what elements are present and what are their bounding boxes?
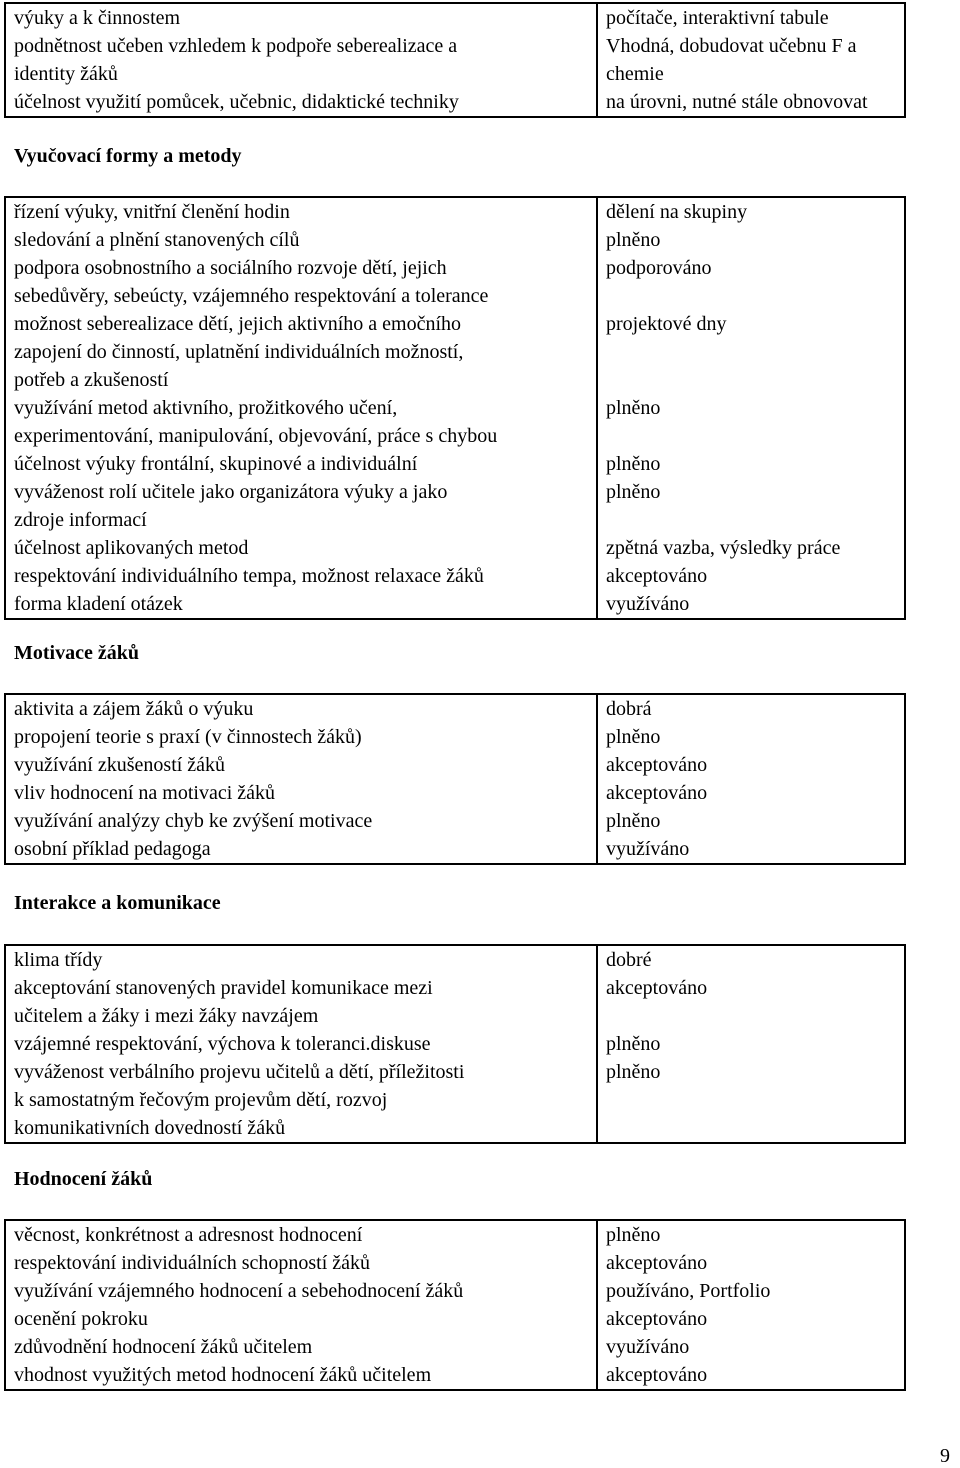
table-cell-line: plněno bbox=[606, 1224, 661, 1246]
table-cell-line: Vhodná, dobudovat učebnu F a bbox=[606, 35, 857, 57]
table-cell-line: vyváženost rolí učitele jako organizátora výuky a jako bbox=[14, 481, 448, 503]
table-cell-line: využívání metod aktivního, prožitkového učení, bbox=[14, 397, 398, 419]
table-cell-line: akceptováno bbox=[606, 754, 708, 776]
table-cell-line: ocenění pokroku bbox=[14, 1308, 148, 1330]
table-cell-line: chemie bbox=[606, 63, 664, 85]
table-motivation bbox=[4, 693, 906, 865]
table-assessment-left bbox=[6, 1221, 598, 1389]
table-interaction bbox=[4, 944, 906, 1144]
table-cell-line: osobní příklad pedagoga bbox=[14, 838, 211, 860]
table-cell-line: plněno bbox=[606, 481, 661, 503]
table-cell-line: plněno bbox=[606, 397, 661, 419]
table-cell-line: podporováno bbox=[606, 257, 712, 279]
table-teaching-methods bbox=[4, 196, 906, 620]
table-cell-line: vyváženost verbálního projevu učitelů a dětí, příležitosti bbox=[14, 1061, 465, 1083]
table-cell-line: identity žáků bbox=[14, 63, 118, 85]
table-cell-line: projektové dny bbox=[606, 313, 727, 335]
table-cell-line: plněno bbox=[606, 726, 661, 748]
table-cell-line: účelnost výuky frontální, skupinové a individuální bbox=[14, 453, 418, 475]
heading-assessment: Hodnocení žáků bbox=[14, 1168, 153, 1190]
table-cell-line: komunikativních dovedností žáků bbox=[14, 1117, 286, 1139]
table-cell-line bbox=[606, 1002, 904, 1030]
table-cell-line: akceptováno bbox=[606, 1308, 708, 1330]
heading-teaching-methods: Vyučovací formy a metody bbox=[14, 145, 242, 167]
heading-motivation: Motivace žáků bbox=[14, 642, 139, 664]
table-equipment bbox=[4, 2, 906, 118]
table-cell-line: používáno, Portfolio bbox=[606, 1280, 771, 1302]
table-cell-line: využíváno bbox=[606, 1336, 690, 1358]
table-cell-line: zdůvodnění hodnocení žáků učitelem bbox=[14, 1336, 313, 1358]
table-cell-line: zdroje informací bbox=[14, 509, 147, 531]
table-cell-line: zapojení do činností, uplatnění individuálních možností, bbox=[14, 341, 464, 363]
table-cell-line: vzájemné respektování, výchova k toleranci.diskuse bbox=[14, 1033, 431, 1055]
table-cell-line bbox=[606, 1114, 904, 1142]
table-cell-line: propojení teorie s praxí (v činnostech žáků) bbox=[14, 726, 362, 748]
table-interaction-right bbox=[598, 946, 904, 1142]
table-cell-line: využívání vzájemného hodnocení a sebehodnocení žáků bbox=[14, 1280, 464, 1302]
table-cell-line bbox=[606, 506, 904, 534]
table-cell-line: plněno bbox=[606, 810, 661, 832]
table-assessment bbox=[4, 1219, 906, 1391]
page-number: 9 bbox=[940, 1445, 950, 1467]
table-cell-line: akceptováno bbox=[606, 1364, 708, 1386]
table-cell-line: na úrovni, nutné stále obnovovat bbox=[606, 91, 868, 113]
table-cell-line: účelnost využití pomůcek, učebnic, didaktické techniky bbox=[14, 91, 459, 113]
table-cell-line: vliv hodnocení na motivaci žáků bbox=[14, 782, 276, 804]
table-cell-line: počítače, interaktivní tabule bbox=[606, 7, 829, 29]
table-cell-line: podpora osobnostního a sociálního rozvoje dětí, jejich bbox=[14, 257, 447, 279]
table-cell-line: sledování a plnění stanovených cílů bbox=[14, 229, 300, 251]
table-cell-line: akceptováno bbox=[606, 782, 708, 804]
table-cell-line: sebedůvěry, sebeúcty, vzájemného respektování a tolerance bbox=[14, 285, 489, 307]
table-cell-line: možnost seberealizace dětí, jejich aktivního a emočního bbox=[14, 313, 462, 335]
table-assessment-right bbox=[598, 1221, 904, 1389]
table-cell-line: plněno bbox=[606, 229, 661, 251]
table-cell-line: respektování individuálních schopností žáků bbox=[14, 1252, 371, 1274]
table-equipment-left bbox=[6, 4, 598, 116]
table-cell-line bbox=[606, 422, 904, 450]
table-cell-line: výuky a k činnostem bbox=[14, 7, 181, 29]
table-cell-line: aktivita a zájem žáků o výuku bbox=[14, 698, 254, 720]
table-cell-line: zpětná vazba, výsledky práce bbox=[606, 537, 841, 559]
table-cell-line: řízení výuky, vnitřní členění hodin bbox=[14, 201, 290, 223]
table-cell-line: dobrá bbox=[606, 698, 652, 720]
table-cell-line: akceptování stanovených pravidel komunikace mezi bbox=[14, 977, 433, 999]
table-cell-line: plněno bbox=[606, 453, 661, 475]
table-teaching-methods-right bbox=[598, 198, 904, 618]
table-cell-line: klima třídy bbox=[14, 949, 103, 971]
table-cell-line: věcnost, konkrétnost a adresnost hodnocení bbox=[14, 1224, 363, 1246]
table-cell-line: učitelem a žáky i mezi žáky navzájem bbox=[14, 1005, 319, 1027]
heading-interaction: Interakce a komunikace bbox=[14, 892, 221, 914]
table-cell-line: dobré bbox=[606, 949, 652, 971]
table-cell-line: využíváno bbox=[606, 593, 690, 615]
table-cell-line: akceptováno bbox=[606, 565, 708, 587]
table-cell-line: potřeb a zkušeností bbox=[14, 369, 169, 391]
table-cell-line: akceptováno bbox=[606, 1252, 708, 1274]
table-cell-line: akceptováno bbox=[606, 977, 708, 999]
table-cell-line: experimentování, manipulování, objevování, práce s chybou bbox=[14, 425, 498, 447]
table-cell-line bbox=[606, 282, 904, 310]
table-cell-line: plněno bbox=[606, 1061, 661, 1083]
table-cell-line: forma kladení otázek bbox=[14, 593, 183, 615]
table-cell-line bbox=[606, 338, 904, 366]
table-cell-line: využívání analýzy chyb ke zvýšení motivace bbox=[14, 810, 373, 832]
table-cell-line bbox=[606, 1086, 904, 1114]
table-cell-line bbox=[606, 366, 904, 394]
table-cell-line: podnětnost učeben vzhledem k podpoře seberealizace a bbox=[14, 35, 458, 57]
table-interaction-left bbox=[6, 946, 598, 1142]
table-cell-line: využívání zkušeností žáků bbox=[14, 754, 226, 776]
table-motivation-left bbox=[6, 695, 598, 863]
table-teaching-methods-left bbox=[6, 198, 598, 618]
table-cell-line: dělení na skupiny bbox=[606, 201, 748, 223]
table-motivation-right bbox=[598, 695, 904, 863]
table-cell-line: respektování individuálního tempa, možnost relaxace žáků bbox=[14, 565, 484, 587]
table-cell-line: využíváno bbox=[606, 838, 690, 860]
table-cell-line: vhodnost využitých metod hodnocení žáků učitelem bbox=[14, 1364, 432, 1386]
table-cell-line: plněno bbox=[606, 1033, 661, 1055]
table-equipment-right bbox=[598, 4, 904, 116]
table-cell-line: k samostatným řečovým projevům dětí, rozvoj bbox=[14, 1089, 388, 1111]
table-cell-line: účelnost aplikovaných metod bbox=[14, 537, 249, 559]
